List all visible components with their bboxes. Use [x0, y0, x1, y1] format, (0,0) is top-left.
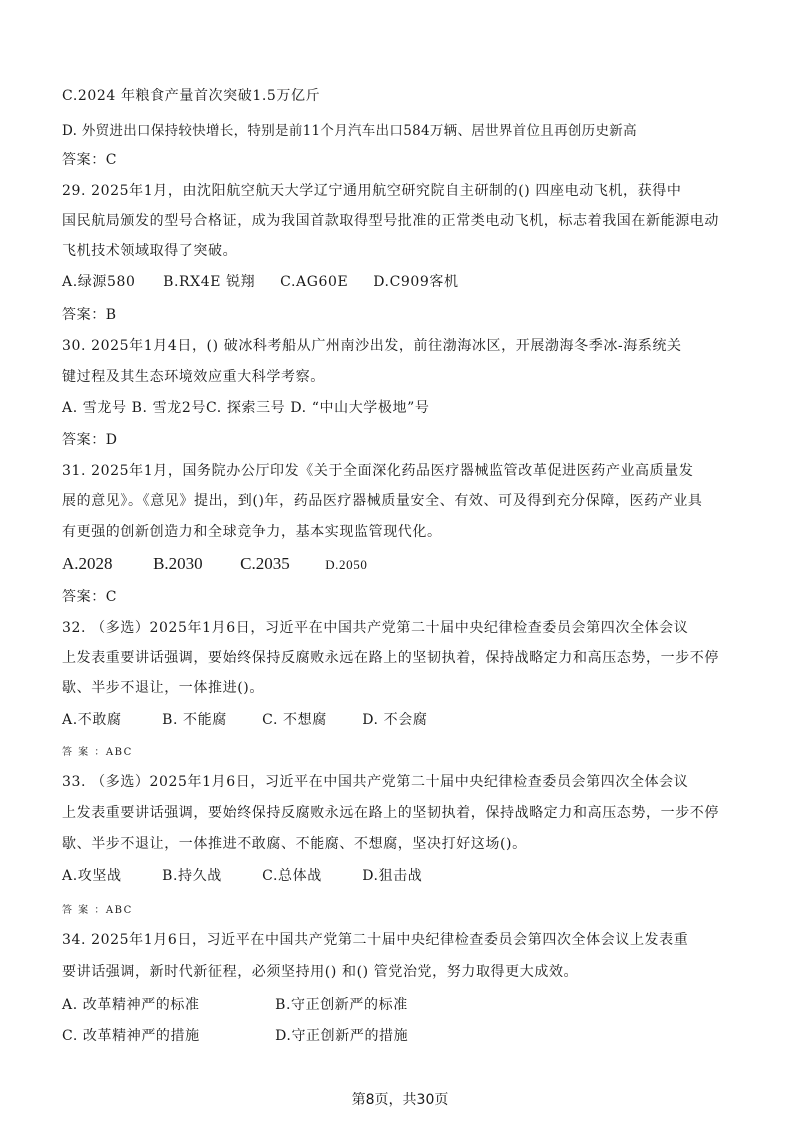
- q30-text-line1: 30. 2025年1月4日，() 破冰科考船从广州南沙出发，前往渤海冰区，开展渤海冬季冰-海系统关: [62, 338, 682, 354]
- q28-answer: 答案：C: [62, 152, 118, 168]
- q29-option-a: A.绿源580: [62, 274, 136, 290]
- q32-options: [62, 710, 427, 730]
- q32-text-line1: 32. （多选）2025年1月6日，习近平在中国共产党第二十届中央纪律检查委员会第四次全体会议: [62, 620, 689, 636]
- q29-option-d: D.C909客机: [373, 274, 459, 290]
- q32-option-d: D. 不会腐: [362, 712, 428, 728]
- q34-text-line2: 要讲话强调，新时代新征程，必须坚持用() 和() 管党治党，努力取得更大成效。: [62, 964, 579, 980]
- page-number-footer: 第8页，共30页: [351, 1092, 449, 1108]
- q29-options: [62, 272, 459, 292]
- q29-text-line1: 29. 2025年1月，由沈阳航空航天大学辽宁通用航空研究院自主研制的() 四座电动飞机，获得中: [62, 183, 682, 199]
- q33-option-b: B.持久战: [162, 868, 222, 884]
- q33-option-c: C.总体战: [262, 868, 322, 884]
- q34-text-line1: 34. 2025年1月6日，习近平在中国共产党第二十届中央纪律检查委员会第四次全体会议上发表重: [62, 932, 689, 948]
- q30-answer: 答案：D: [62, 432, 118, 448]
- q32-text-line2: 上发表重要讲话强调，要始终保持反腐败永远在路上的坚韧执着，保持战略定力和高压态势，一步不停: [62, 650, 719, 666]
- q33-text-line1: 33. （多选）2025年1月6日，习近平在中国共产党第二十届中央纪律检查委员会第四次全体会议: [62, 774, 689, 790]
- q32-option-a: A.不敢腐: [62, 712, 122, 728]
- q32-answer: 答 案 ：ABC: [62, 747, 133, 758]
- q30-text-line2: 键过程及其生态环境效应重大科学考察。: [62, 369, 325, 385]
- q34-option-c: C. 改革精神严的措施: [62, 1028, 200, 1044]
- q34-options-row2: [62, 1026, 408, 1046]
- q34-option-d: D.守正创新严的措施: [275, 1028, 409, 1044]
- q33-option-a: A.攻坚战: [62, 868, 122, 884]
- q29-option-b: B.RX4E 锐翔: [163, 274, 256, 290]
- q33-options: [62, 866, 422, 886]
- q34-option-a: A. 改革精神严的标准: [62, 997, 200, 1013]
- q31-text-line2: 展的意见》。《意见》提出，到()年，药品医疗器械质量安全、有效、可及得到充分保障，医药产业具: [62, 493, 703, 509]
- q29-text-line3: 飞机技术领域取得了突破。: [62, 243, 238, 259]
- q28-option-c: C.2024 年粮食产量首次突破1.5万亿斤: [62, 88, 321, 104]
- q34-option-b: B.守正创新严的标准: [275, 997, 408, 1013]
- q31-text-line3: 有更强的创新创造力和全球竞争力，基本实现监管现代化。: [62, 524, 442, 540]
- q33-text-line3: 歇、半步不退让，一体推进不敢腐、不能腐、不想腐，坚决打好这场()。: [62, 836, 527, 852]
- q33-option-d: D.狙击战: [362, 868, 423, 884]
- q34-options-row1: [62, 995, 408, 1015]
- q29-answer: 答案：B: [62, 307, 117, 323]
- q31-option-a: A.2028: [62, 554, 113, 573]
- q33-text-line2: 上发表重要讲话强调，要始终保持反腐败永远在路上的坚韧执着，保持战略定力和高压态势，一步不停: [62, 805, 719, 821]
- q31-option-b: B.2030: [153, 554, 203, 573]
- q29-option-c: C.AG60E: [280, 274, 349, 290]
- q31-answer: 答案：C: [62, 589, 118, 605]
- q28-option-d: D. 外贸进出口保持较快增长，特别是前11个月汽车出口584万辆、居世界首位且再创历史新高: [62, 123, 637, 139]
- q32-option-c: C. 不想腐: [262, 712, 327, 728]
- q30-options: A. 雪龙号 B. 雪龙2号C. 探索三号 D. “中山大学极地”号: [62, 400, 430, 416]
- q31-option-c: C.2035: [240, 554, 290, 573]
- q32-text-line3: 歇、半步不退让，一体推进()。: [62, 680, 264, 696]
- q31-text-line1: 31. 2025年1月，国务院办公厅印发《关于全面深化药品医疗器械监管改革促进医药产业高质量发: [62, 463, 694, 479]
- q33-answer: 答 案 ：ABC: [62, 905, 133, 916]
- q31-options: [62, 554, 367, 575]
- q31-option-d: D.2050: [325, 557, 368, 572]
- q29-text-line2: 国民航局颁发的型号合格证，成为我国首款取得型号批准的正常类电动飞机，标志着我国在新能源电动: [62, 213, 719, 229]
- q32-option-b: B. 不能腐: [162, 712, 227, 728]
